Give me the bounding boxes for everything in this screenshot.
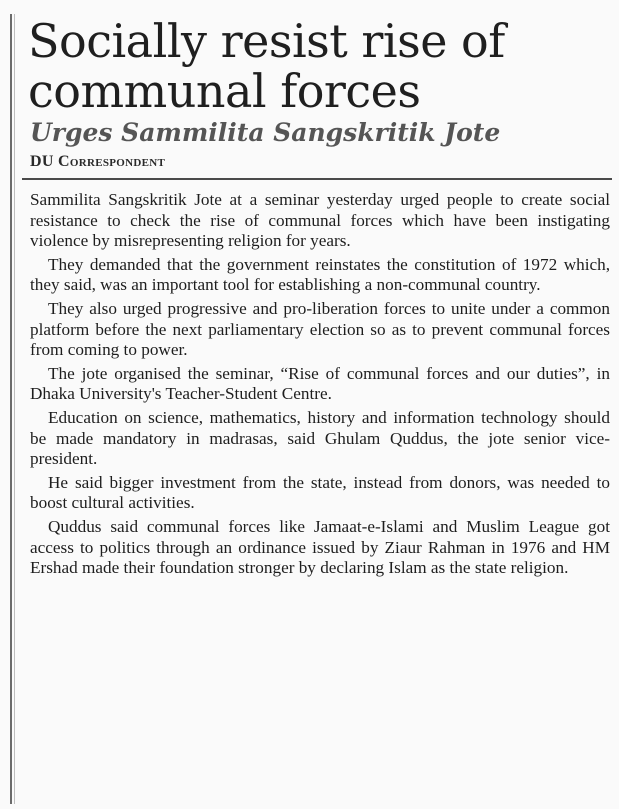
subheadline: Urges Sammilita Sangskritik Jote	[30, 118, 501, 147]
byline-divider	[22, 178, 612, 180]
headline: Socially resist rise of communal forces	[28, 14, 505, 118]
paragraph: He said bigger investment from the state, instead from donors, was needed to boost cultural activities.	[30, 472, 610, 513]
paragraph: They demanded that the government reinstates the constitution of 1972 which, they said, was an important tool for establishing a non-communal country.	[30, 254, 610, 295]
column-rule-thin	[14, 14, 15, 804]
paragraph: They also urged progressive and pro-liberation forces to unite under a common platform before the next parliamentary election so as to prevent communal forces from coming to power.	[30, 298, 610, 360]
paragraph: The jote organised the seminar, “Rise of communal forces and our duties”, in Dhaka University's Teacher-Student Centre.	[30, 363, 610, 404]
paragraph: Education on science, mathematics, history and information technology should be made mandatory in madrasas, said Ghulam Quddus, the jote senior vice-president.	[30, 407, 610, 469]
byline: DU Correspondent	[30, 153, 166, 170]
paragraph: Quddus said communal forces like Jamaat-e-Islami and Muslim League got access to politics through an ordinance issued by Ziaur Rahman in 1976 and HM Ershad made their foundation stronger by declaring Islam as the state religion.	[30, 516, 610, 578]
article-body	[30, 190, 610, 579]
article	[22, 16, 614, 579]
column-rule	[10, 14, 12, 804]
paragraph: Sammilita Sangskritik Jote at a seminar yesterday urged people to create social resistance to check the rise of communal forces which have been instigating violence by misrepresenting religion for years.	[30, 190, 610, 251]
